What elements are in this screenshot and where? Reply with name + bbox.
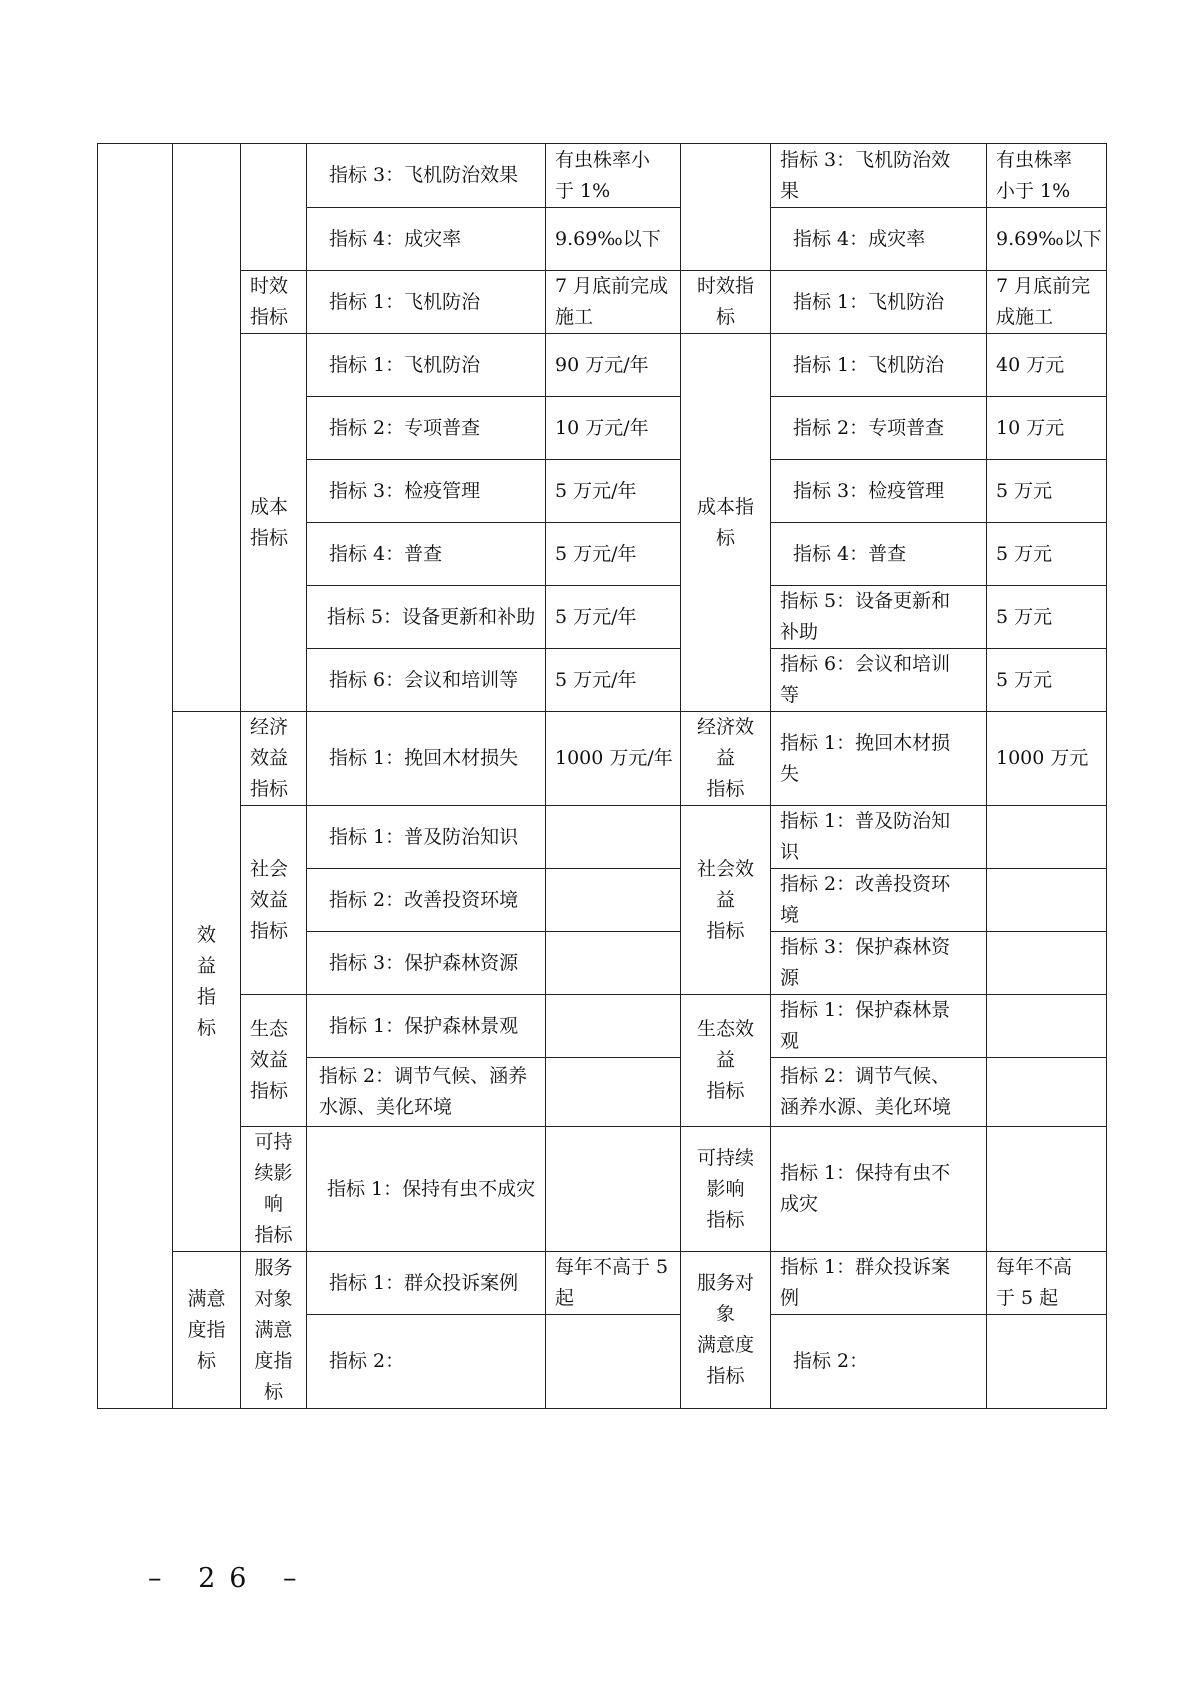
value-cell: 有虫株率 小于 1% xyxy=(987,144,1107,208)
indicator-cell: 指标 2：调节气候、 涵养水源、美化环境 xyxy=(771,1058,987,1127)
indicator-cell: 指标 3：保护森林资 源 xyxy=(771,932,987,995)
sub-category-cell: 经济效 益 指标 xyxy=(681,712,771,806)
value-cell xyxy=(546,1058,681,1127)
category-cell: 效 益 指 标 xyxy=(173,712,241,1252)
value-cell xyxy=(987,806,1107,869)
indicator-cell: 指标 2：改善投资环 境 xyxy=(771,869,987,932)
sub-category-cell: 时效 指标 xyxy=(241,271,307,334)
table-left-blank-cell xyxy=(98,144,173,1409)
value-cell: 10 万元 xyxy=(987,397,1107,460)
indicator-cell: 指标 1：普及防治知识 xyxy=(307,806,546,869)
indicator-cell: 指标 1：普及防治知 识 xyxy=(771,806,987,869)
indicator-cell: 指标 1：挽回木材损失 xyxy=(307,712,546,806)
value-cell xyxy=(987,869,1107,932)
indicator-cell: 指标 3：检疫管理 xyxy=(771,460,987,523)
indicator-cell: 指标 6：会议和培训等 xyxy=(307,649,546,712)
value-cell: 每年不高 于 5 起 xyxy=(987,1252,1107,1315)
value-cell: 40 万元 xyxy=(987,334,1107,397)
indicator-cell: 指标 1：飞机防治 xyxy=(307,271,546,334)
value-cell: 5 万元 xyxy=(987,649,1107,712)
value-cell xyxy=(546,806,681,869)
performance-indicator-table xyxy=(97,143,1107,1409)
indicator-cell: 指标 1：群众投诉案例 xyxy=(307,1252,546,1315)
value-cell xyxy=(987,995,1107,1058)
indicator-cell: 指标 2：改善投资环境 xyxy=(307,869,546,932)
value-cell: 5 万元/年 xyxy=(546,523,681,586)
indicator-cell: 指标 3：飞机防治效 果 xyxy=(771,144,987,208)
indicator-cell: 指标 2：专项普查 xyxy=(771,397,987,460)
category-cell-output xyxy=(173,144,241,712)
value-cell: 每年不高于 5 起 xyxy=(546,1252,681,1315)
sub-category-cell: 服务对 象 满意度 指标 xyxy=(681,1252,771,1409)
indicator-cell: 指标 1：挽回木材损 失 xyxy=(771,712,987,806)
indicator-cell: 指标 5：设备更新和补助 xyxy=(307,586,546,649)
value-cell: 1000 万元/年 xyxy=(546,712,681,806)
value-cell: 5 万元 xyxy=(987,586,1107,649)
indicator-cell: 指标 1：飞机防治 xyxy=(771,334,987,397)
sub-category-cell-quality xyxy=(241,144,307,271)
indicator-cell: 指标 5：设备更新和 补助 xyxy=(771,586,987,649)
indicator-cell: 指标 4：成灾率 xyxy=(771,208,987,271)
value-cell: 5 万元/年 xyxy=(546,586,681,649)
value-cell: 5 万元/年 xyxy=(546,649,681,712)
indicator-cell: 指标 4：普查 xyxy=(771,523,987,586)
indicator-cell: 指标 1：保护森林景 观 xyxy=(771,995,987,1058)
indicator-cell: 指标 4：普查 xyxy=(307,523,546,586)
sub-category-cell: 成本 指标 xyxy=(241,334,307,712)
indicator-cell: 指标 6：会议和培训 等 xyxy=(771,649,987,712)
value-cell: 1000 万元 xyxy=(987,712,1107,806)
indicator-cell: 指标 2： xyxy=(771,1315,987,1409)
indicator-cell: 指标 2： xyxy=(307,1315,546,1409)
indicator-cell: 指标 3：保护森林资源 xyxy=(307,932,546,995)
value-cell: 7 月底前完 成施工 xyxy=(987,271,1107,334)
page-number: – 26 – xyxy=(148,1563,311,1594)
sub-category-cell: 服务 对象 满意 度指 标 xyxy=(241,1252,307,1409)
value-cell: 5 万元/年 xyxy=(546,460,681,523)
value-cell xyxy=(546,932,681,995)
indicator-cell: 指标 1：群众投诉案 例 xyxy=(771,1252,987,1315)
indicator-cell: 指标 1：保持有虫不 成灾 xyxy=(771,1127,987,1252)
value-cell: 有虫株率小 于 1% xyxy=(546,144,681,208)
value-cell: 7 月底前完成 施工 xyxy=(546,271,681,334)
value-cell xyxy=(546,1127,681,1252)
value-cell xyxy=(987,932,1107,995)
value-cell: 9.69‰以下 xyxy=(987,208,1107,271)
indicator-cell: 指标 2：专项普查 xyxy=(307,397,546,460)
value-cell xyxy=(546,1315,681,1409)
value-cell xyxy=(546,869,681,932)
sub-category-cell: 可持 续影 响 指标 xyxy=(241,1127,307,1252)
sub-category-cell: 社会效 益 指标 xyxy=(681,806,771,995)
value-cell xyxy=(987,1058,1107,1127)
sub-category-cell: 可持续 影响 指标 xyxy=(681,1127,771,1252)
value-cell xyxy=(987,1127,1107,1252)
indicator-cell: 指标 4：成灾率 xyxy=(307,208,546,271)
sub-category-cell: 成本指 标 xyxy=(681,334,771,712)
indicator-cell: 指标 2：调节气候、涵养 水源、美化环境 xyxy=(307,1058,546,1127)
sub-category-cell: 时效指 标 xyxy=(681,271,771,334)
value-cell: 10 万元/年 xyxy=(546,397,681,460)
value-cell xyxy=(987,1315,1107,1409)
value-cell: 5 万元 xyxy=(987,523,1107,586)
category-cell: 满意 度指 标 xyxy=(173,1252,241,1409)
sub-category-cell: 生态 效益 指标 xyxy=(241,995,307,1127)
indicator-cell: 指标 3：检疫管理 xyxy=(307,460,546,523)
value-cell: 9.69‰以下 xyxy=(546,208,681,271)
indicator-cell: 指标 1：飞机防治 xyxy=(771,271,987,334)
sub-category-cell: 经济 效益 指标 xyxy=(241,712,307,806)
sub-category-cell: 生态效 益 指标 xyxy=(681,995,771,1127)
sub-category-cell-quality-b xyxy=(681,144,771,271)
indicator-cell: 指标 1：保持有虫不成灾 xyxy=(307,1127,546,1252)
value-cell: 5 万元 xyxy=(987,460,1107,523)
sub-category-cell: 社会 效益 指标 xyxy=(241,806,307,995)
indicator-cell: 指标 1：保护森林景观 xyxy=(307,995,546,1058)
indicator-cell: 指标 3：飞机防治效果 xyxy=(307,144,546,208)
value-cell: 90 万元/年 xyxy=(546,334,681,397)
indicator-cell: 指标 1：飞机防治 xyxy=(307,334,546,397)
value-cell xyxy=(546,995,681,1058)
